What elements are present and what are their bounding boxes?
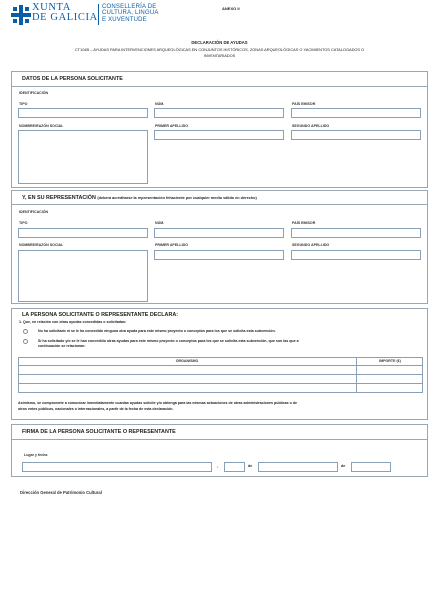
declaration-section-title: LA PERSONA SOLICITANTE O REPRESENTANTE DECLARA: [22, 312, 179, 318]
rep-pais-emisor-label: PAÍS EMISOR [292, 221, 316, 225]
aid-table-header-organismo: ORGANISMO [175, 359, 199, 363]
logo-line-2: DE GALICIA [32, 12, 98, 23]
aid-table-cell-importe[interactable] [357, 366, 422, 374]
logo-separator [98, 4, 99, 25]
aid-table [18, 357, 423, 393]
place-date-label: Lugar y fecha [24, 453, 48, 457]
ministry-line-2: CULTURA, LINGUA [102, 10, 159, 17]
aid-table-cell-importe[interactable] [357, 384, 422, 392]
rep-tipo-field[interactable] [18, 228, 148, 238]
year-field[interactable] [351, 462, 391, 472]
segundo-apellido-label: SEGUNDO APELLIDO [292, 124, 330, 128]
document-title: DECLARACIÓN DE AYUDAS [191, 40, 248, 45]
applicant-section-title: DATOS DE LA PERSONA SOLICITANTE [22, 76, 123, 82]
rep-segundo-apellido-field[interactable] [291, 250, 421, 260]
identification-label: IDENTIFICACIÓN [19, 210, 49, 214]
logo-line-1: XUNTA [32, 2, 71, 13]
footer-department: Dirección General de Patrimonio Cultural [20, 490, 102, 495]
option-no-aid-text: No ha solicitado ni se le ha concedido ninguna otra ayuda para este mismo proyecto o conceptos para los que se solicita esta subvención. [38, 329, 276, 333]
section-divider [12, 439, 427, 440]
pais-emisor-label: PAÍS EMISOR [292, 102, 316, 106]
num-field[interactable] [154, 108, 284, 118]
ministry-name [102, 4, 159, 23]
option-other-aid-radio[interactable] [23, 339, 28, 344]
declaration-item-1: 1. Que, en relación con otras ayudas concedidas o solicitadas: [19, 320, 127, 324]
de-label-2: de [341, 464, 346, 468]
primer-apellido-field[interactable] [154, 130, 284, 140]
representative-section-title [22, 195, 257, 201]
representative-note: (deberá acreditarse la representación fehaciente por cualquier medio válido en derecho) [97, 196, 257, 200]
ministry-line-1: CONSELLERÍA DE [102, 4, 157, 10]
option-other-aid-text-1: Sí ha solicitado y/o se le han concedido otras ayudas para este mismo proyecto o conceptos para los que se solicita esta subvención, que son las que a [38, 339, 299, 343]
day-field[interactable] [224, 462, 245, 472]
section-divider [12, 86, 427, 87]
rep-num-field[interactable] [154, 228, 284, 238]
comma-separator: , [217, 464, 218, 468]
segundo-apellido-field[interactable] [291, 130, 421, 140]
galicia-cross-logo-icon [11, 5, 31, 25]
primer-apellido-label: PRIMER APELLIDO [155, 124, 189, 128]
ministry-line-3: E XUVENTUDE [102, 16, 147, 23]
pais-emisor-field[interactable] [291, 108, 421, 118]
option-other-aid-text-2: continuación se relacionan: [38, 344, 86, 348]
tipo-field[interactable] [18, 108, 148, 118]
document-subtitle-line-1: CT104B – AYUDAS PARA INTERVENCIONES ARQUEOLÓGICAS EN CONJUNTOS HISTÓRICOS, ZONAS ARQUEOLÓGICAS O YACIMIENTOS CATALOGADOS O [74, 47, 365, 52]
commitment-text-1: Asimismo, se compromete a comunicar inmediatamente cuantas ayudas solicite y/o obtenga para las mismas actuaciones de otras administraciones públicas o de [18, 401, 298, 405]
signature-section-title: FIRMA DE LA PERSONA SOLICITANTE O REPRESENTANTE [22, 429, 176, 435]
aid-table-cell-importe[interactable] [357, 375, 422, 383]
aid-table-header-importe: IMPORTE (€) [379, 359, 401, 363]
rep-primer-apellido-label: PRIMER APELLIDO [155, 243, 189, 247]
nombre-label: NOMBRE/RAZÓN SOCIAL [19, 124, 64, 128]
rep-nombre-field[interactable] [18, 250, 148, 302]
rep-pais-emisor-field[interactable] [291, 228, 421, 238]
document-subtitle-line-2: INVENTARIADOS [203, 53, 236, 58]
month-field[interactable] [258, 462, 338, 472]
num-label: NÚM. [155, 102, 165, 106]
aid-table-cell-organismo[interactable] [19, 375, 356, 383]
tipo-label: TIPO [19, 102, 28, 106]
identification-label: IDENTIFICACIÓN [19, 91, 49, 95]
nombre-field[interactable] [18, 130, 148, 184]
annex-label: ANEXO II [222, 6, 240, 11]
rep-nombre-label: NOMBRE/RAZÓN SOCIAL [19, 243, 64, 247]
aid-table-cell-organismo[interactable] [19, 384, 356, 392]
rep-segundo-apellido-label: SEGUNDO APELLIDO [292, 243, 330, 247]
section-divider [12, 204, 427, 205]
representative-title-text: Y, EN SU REPRESENTACIÓN [22, 195, 96, 201]
place-field[interactable] [22, 462, 212, 472]
rep-tipo-label: TIPO [19, 221, 28, 225]
rep-num-label: NÚM. [155, 221, 165, 225]
aid-table-cell-organismo[interactable] [19, 366, 356, 374]
rep-primer-apellido-field[interactable] [154, 250, 284, 260]
option-no-aid-radio[interactable] [23, 329, 28, 334]
xunta-logo-text [32, 3, 98, 23]
commitment-text-2: otros entes públicos, nacionales o internacionales, a partir de la fecha de esta declaración. [18, 407, 174, 411]
de-label-1: de [248, 464, 253, 468]
